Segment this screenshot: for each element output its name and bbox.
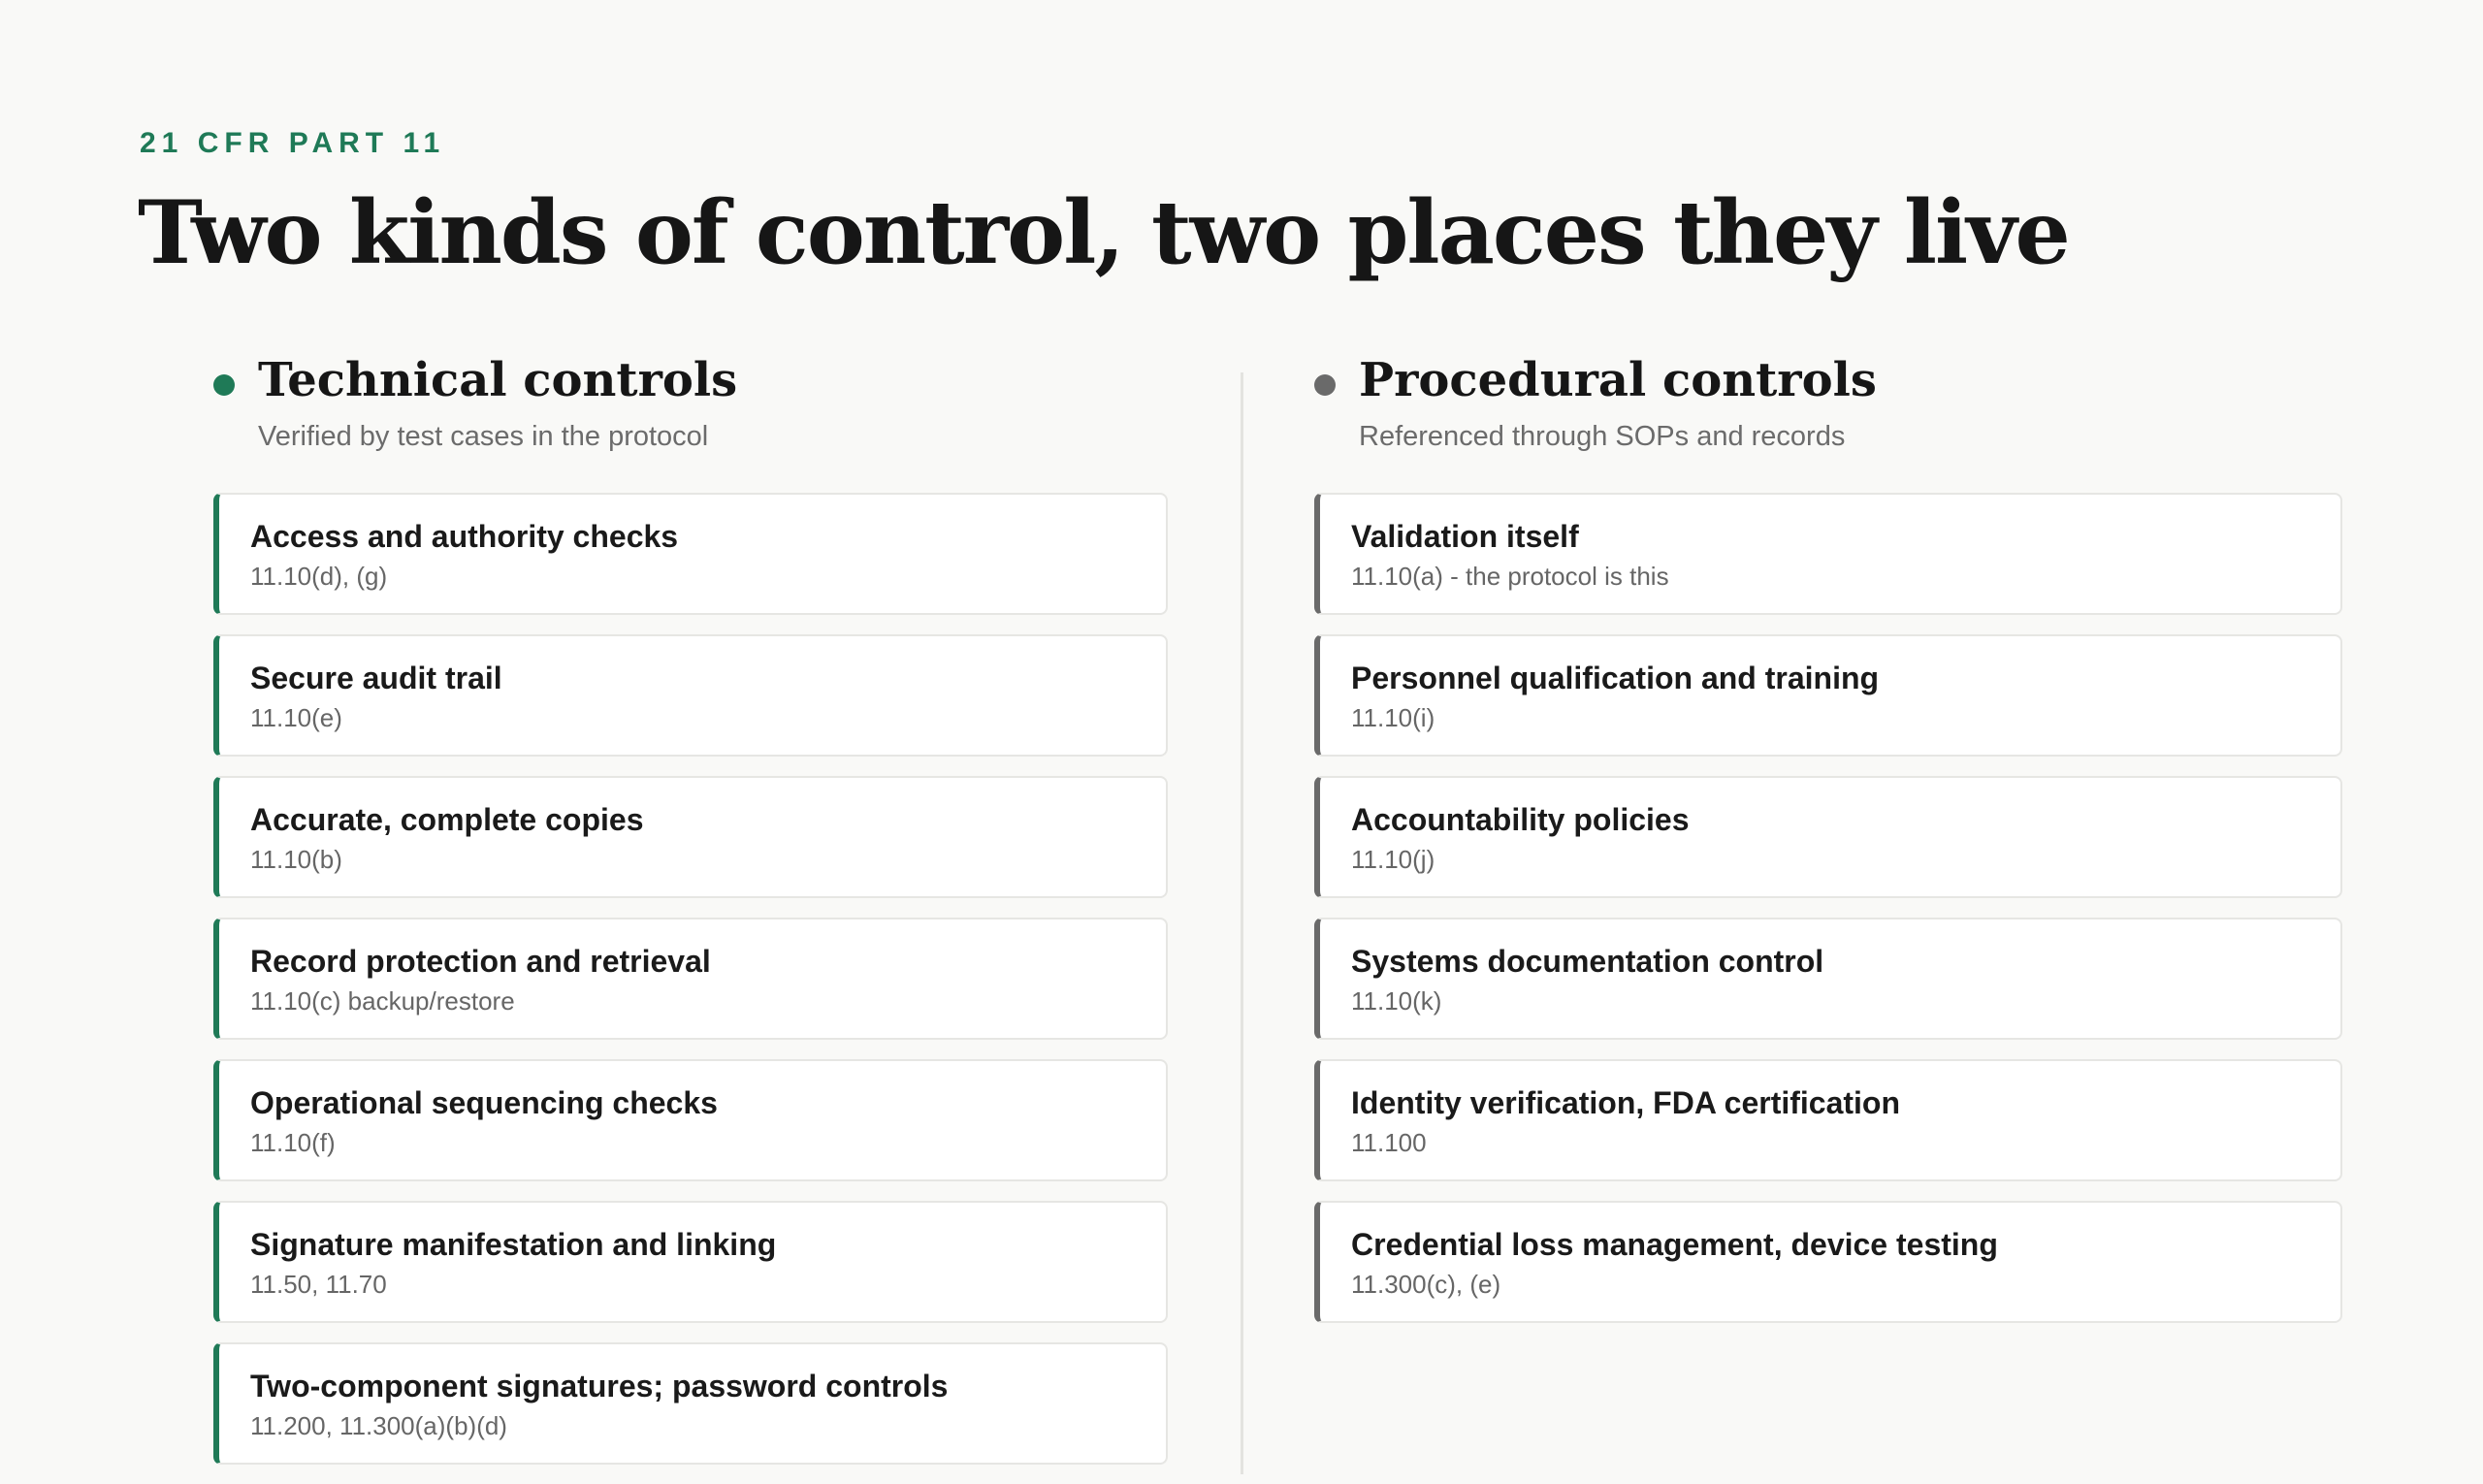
control-reference: 11.10(j) xyxy=(1351,845,1435,874)
technical-control-card xyxy=(213,634,1168,757)
control-title: Credential loss management, device testing xyxy=(1351,1227,1998,1262)
technical-control-card xyxy=(213,1201,1168,1323)
procedural-controls-header xyxy=(1314,349,2342,411)
procedural-control-card xyxy=(1314,634,2342,757)
technical-controls-column xyxy=(213,349,1168,1484)
control-reference: 11.10(c) backup/restore xyxy=(250,986,515,1016)
control-title: Accountability policies xyxy=(1351,802,1690,837)
technical-control-card xyxy=(213,1059,1168,1181)
procedural-control-card xyxy=(1314,918,2342,1040)
technical-controls-subtitle: Verified by test cases in the protocol xyxy=(258,421,709,452)
technical-control-card xyxy=(213,776,1168,898)
control-reference: 11.10(f) xyxy=(250,1128,336,1157)
control-reference: 11.10(i) xyxy=(1351,703,1435,732)
control-title: Systems documentation control xyxy=(1351,944,1824,979)
procedural-control-card xyxy=(1314,1059,2342,1181)
technical-dot-icon xyxy=(213,374,235,396)
column-divider xyxy=(1241,372,1243,1474)
procedural-control-card xyxy=(1314,493,2342,615)
procedural-controls-list xyxy=(1314,493,2342,1323)
control-title: Validation itself xyxy=(1351,519,1579,554)
procedural-controls-subtitle: Referenced through SOPs and records xyxy=(1359,421,1846,452)
control-reference: 11.300(c), (e) xyxy=(1351,1270,1501,1299)
control-title: Operational sequencing checks xyxy=(250,1085,718,1120)
control-reference: 11.10(d), (g) xyxy=(250,562,388,591)
technical-control-card xyxy=(213,493,1168,615)
control-reference: 11.10(k) xyxy=(1351,986,1442,1016)
control-reference: 11.10(b) xyxy=(250,845,342,874)
procedural-control-card xyxy=(1314,1201,2342,1323)
eyebrow-label: 21 CFR PART 11 xyxy=(140,127,446,159)
procedural-control-card xyxy=(1314,776,2342,898)
procedural-controls-column xyxy=(1314,349,2342,1342)
control-title: Record protection and retrieval xyxy=(250,944,711,979)
control-reference: 11.200, 11.300(a)(b)(d) xyxy=(250,1411,507,1440)
page-title: Two kinds of control, two places they live xyxy=(138,181,2069,284)
technical-controls-title: Technical controls xyxy=(258,353,738,407)
technical-control-card xyxy=(213,918,1168,1040)
control-reference: 11.100 xyxy=(1351,1128,1427,1157)
control-title: Access and authority checks xyxy=(250,519,679,554)
control-reference: 11.50, 11.70 xyxy=(250,1270,387,1299)
procedural-dot-icon xyxy=(1314,374,1336,396)
technical-control-card xyxy=(213,1342,1168,1465)
control-title: Personnel qualification and training xyxy=(1351,661,1880,695)
control-title: Two-component signatures; password controls xyxy=(250,1369,949,1403)
control-title: Secure audit trail xyxy=(250,661,502,695)
control-title: Accurate, complete copies xyxy=(250,802,644,837)
control-title: Identity verification, FDA certification xyxy=(1351,1085,1901,1120)
control-reference: 11.10(a) - the protocol is this xyxy=(1351,562,1669,591)
technical-controls-header xyxy=(213,349,1168,411)
control-title: Signature manifestation and linking xyxy=(250,1227,777,1262)
control-reference: 11.10(e) xyxy=(250,703,342,732)
technical-controls-list xyxy=(213,493,1168,1465)
procedural-controls-title: Procedural controls xyxy=(1359,353,1877,407)
